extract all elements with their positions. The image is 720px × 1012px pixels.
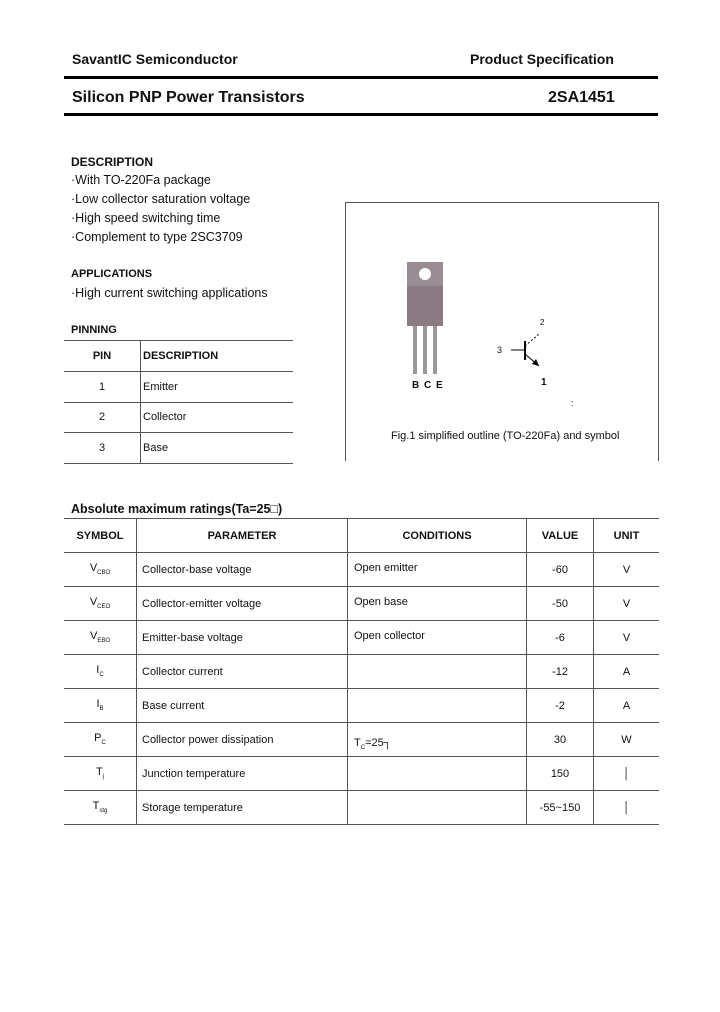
- conditions-cell: [348, 757, 527, 791]
- symbol-letter: V: [89, 596, 98, 609]
- table-row: [64, 402, 293, 433]
- symbol-pin-3-label: 3: [497, 345, 503, 355]
- symbol-letter: T: [95, 766, 103, 779]
- description-heading: DESCRIPTION: [71, 155, 154, 169]
- pin-number: 3: [64, 433, 141, 464]
- symbol-cell: [64, 655, 137, 689]
- table-row: [64, 621, 659, 655]
- list-item: ·Low collector saturation voltage: [71, 192, 251, 206]
- table-row: [64, 689, 659, 723]
- table-row: [64, 433, 293, 464]
- symbol-cell: [64, 553, 137, 587]
- conditions-cell: [348, 621, 527, 655]
- condition-text: T: [354, 737, 361, 750]
- unit-cell: W: [594, 723, 660, 757]
- unit-cell: A: [594, 655, 660, 689]
- parameter-cell: Collector-base voltage: [137, 553, 348, 587]
- value-cell: -55~150: [527, 791, 594, 825]
- conditions-cell: [348, 723, 527, 757]
- conditions-cell: [348, 689, 527, 723]
- symbol-subscript: B: [99, 706, 104, 713]
- unit-cell: V: [594, 587, 660, 621]
- description-list: [71, 171, 250, 247]
- table-header-row: [64, 519, 659, 553]
- symbol-subscript: EBO: [97, 638, 110, 645]
- column-header: PARAMETER: [137, 519, 348, 553]
- column-header: SYMBOL: [64, 519, 137, 553]
- figure-caption: Fig.1 simplified outline (TO-220Fa) and symbol: [391, 430, 620, 442]
- applications-list: [71, 284, 268, 303]
- table-row: [64, 757, 659, 791]
- list-item: ·Complement to type 2SC3709: [71, 230, 243, 244]
- ratings-table: [64, 518, 659, 825]
- column-header: VALUE: [527, 519, 594, 553]
- ratings-heading: Absolute maximum ratings(Ta=25□): [71, 502, 283, 516]
- header-rule-top: [64, 76, 658, 79]
- value-cell: -12: [527, 655, 594, 689]
- value-cell: 30: [527, 723, 594, 757]
- pin-number: 2: [64, 402, 141, 433]
- condition-text: Open emitter: [354, 562, 418, 575]
- list-item: ·High current switching applications: [71, 286, 268, 300]
- table-row: [64, 372, 293, 403]
- conditions-cell: [348, 553, 527, 587]
- condition-text: Open collector: [354, 630, 425, 643]
- parameter-cell: Base current: [137, 689, 348, 723]
- parameter-cell: Emitter-base voltage: [137, 621, 348, 655]
- condition-text: Open base: [354, 596, 408, 609]
- symbol-cell: [64, 689, 137, 723]
- parameter-cell: Collector current: [137, 655, 348, 689]
- symbol-cell: [64, 621, 137, 655]
- table-row: [64, 723, 659, 757]
- column-header: PIN: [64, 341, 141, 372]
- symbol-cell: [64, 757, 137, 791]
- lead-emitter: [433, 326, 437, 374]
- part-number: 2SA1451: [548, 89, 615, 106]
- symbol-cell: [64, 587, 137, 621]
- conditions-cell: [348, 791, 527, 825]
- symbol-letter: I: [96, 698, 100, 711]
- table-row: [64, 553, 659, 587]
- lead-collector: [423, 326, 427, 374]
- value-cell: -2: [527, 689, 594, 723]
- applications-heading: APPLICATIONS: [71, 268, 153, 280]
- symbol-pin-2-label: 2: [540, 318, 545, 327]
- mounting-hole: [419, 268, 431, 280]
- conditions-cell: [348, 587, 527, 621]
- pin-description: Collector: [141, 402, 294, 433]
- value-cell: -50: [527, 587, 594, 621]
- table-row: [64, 587, 659, 621]
- package-outline-figure: [345, 202, 658, 460]
- unit-cell: V: [594, 553, 660, 587]
- column-header: CONDITIONS: [348, 519, 527, 553]
- pin-description: Base: [141, 433, 294, 464]
- spec-label: Product Specification: [470, 51, 614, 67]
- company-name: SavantIC Semiconductor: [72, 51, 238, 67]
- condition-subscript: C: [360, 745, 366, 752]
- list-item: ·With TO-220Fa package: [71, 173, 211, 187]
- lead-base: [413, 326, 417, 374]
- table-row: [64, 655, 659, 689]
- list-item: ·High speed switching time: [71, 211, 221, 225]
- symbol-letter: I: [96, 664, 100, 677]
- unit-cell: │: [594, 757, 660, 791]
- symbol-subscript: C: [99, 672, 104, 679]
- pin-number: 1: [64, 372, 141, 403]
- symbol-subscript: stg: [99, 808, 108, 815]
- pin-description: Emitter: [141, 372, 294, 403]
- parameter-cell: Junction temperature: [137, 757, 348, 791]
- unit-cell: │: [594, 791, 660, 825]
- symbol-subscript: CEO: [97, 604, 111, 611]
- column-header: UNIT: [594, 519, 660, 553]
- symbol-cell: [64, 723, 137, 757]
- symbol-pin-1-label: 1: [541, 377, 547, 388]
- symbol-letter: P: [94, 732, 102, 745]
- parameter-cell: Collector power dissipation: [137, 723, 348, 757]
- pin-letters-label: B C E: [412, 380, 444, 391]
- table-header-row: [64, 341, 293, 372]
- unit-cell: V: [594, 621, 660, 655]
- conditions-cell: [348, 655, 527, 689]
- symbol-letter: T: [92, 800, 100, 813]
- unit-cell: A: [594, 689, 660, 723]
- symbol-letter: V: [89, 562, 98, 575]
- column-header: DESCRIPTION: [141, 341, 294, 372]
- symbol-cell: [64, 791, 137, 825]
- stray-mark: :: [571, 398, 574, 408]
- value-cell: -60: [527, 553, 594, 587]
- package-body: [407, 286, 443, 326]
- product-line-title: Silicon PNP Power Transistors: [72, 89, 305, 106]
- symbol-letter: V: [89, 630, 98, 643]
- header-rule-bottom: [64, 113, 658, 116]
- symbol-subscript: j: [102, 774, 105, 781]
- value-cell: -6: [527, 621, 594, 655]
- condition-suffix: =25┐: [365, 737, 392, 750]
- value-cell: 150: [527, 757, 594, 791]
- symbol-subscript: C: [101, 740, 106, 747]
- parameter-cell: Collector-emitter voltage: [137, 587, 348, 621]
- pinning-table: [64, 340, 293, 464]
- parameter-cell: Storage temperature: [137, 791, 348, 825]
- symbol-subscript: CBO: [97, 570, 111, 577]
- table-row: [64, 791, 659, 825]
- pinning-heading: PINNING: [71, 324, 117, 336]
- symbol-collector-lead: [525, 334, 539, 346]
- symbol-emitter-arrow: [532, 359, 539, 366]
